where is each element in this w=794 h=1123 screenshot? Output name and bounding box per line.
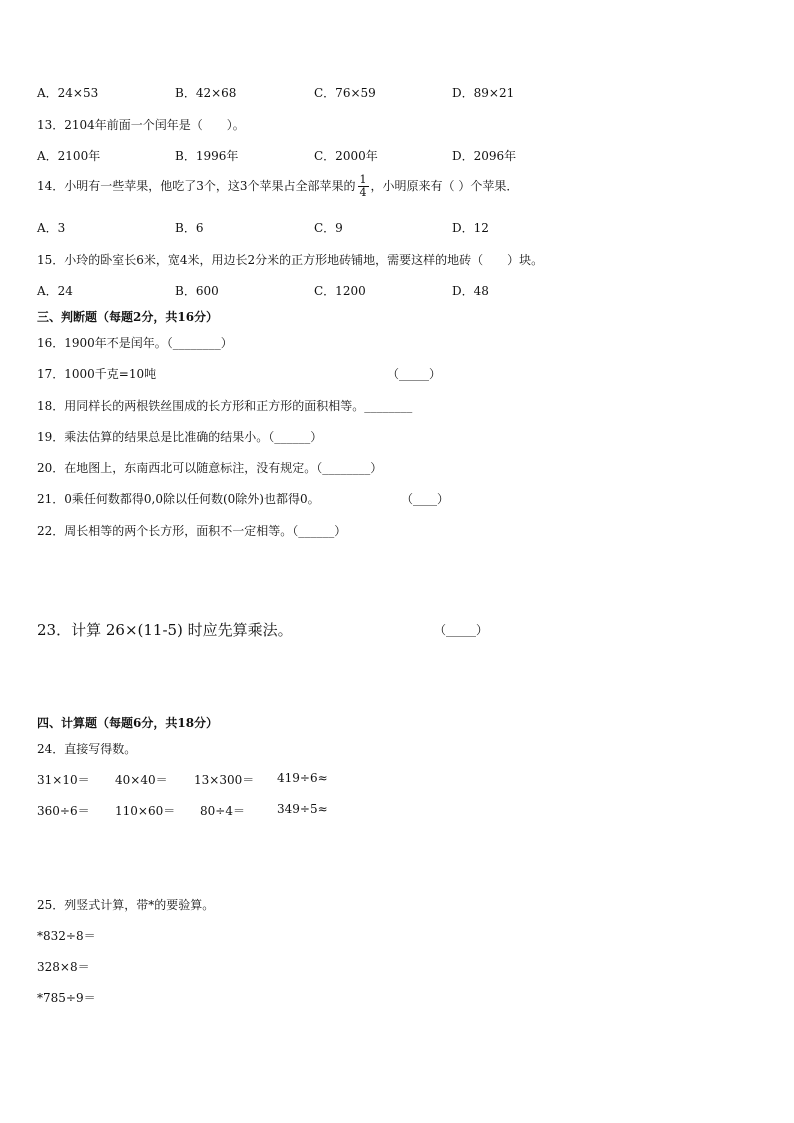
q13-option-b: B．1996年 bbox=[175, 149, 239, 163]
calc-item: 80÷4＝ bbox=[200, 804, 245, 818]
q14-text-after: ，小明原来有（ ）个苹果． bbox=[370, 179, 519, 193]
vertical-calc-item: *785÷9＝ bbox=[37, 991, 96, 1005]
question-21-blank: （____） bbox=[401, 492, 450, 506]
question-15: 15．小玲的卧室长6米，宽4米，用边长2分米的正方形地砖铺地，需要这样的地砖（ ）块。 bbox=[37, 253, 544, 267]
section-4-heading: 四、计算题（每题6分，共18分） bbox=[37, 716, 219, 730]
vertical-calc-item: 328×8＝ bbox=[37, 960, 90, 974]
section-3-heading: 三、判断题（每题2分，共16分） bbox=[37, 310, 219, 324]
question-25-title: 25．列竖式计算，带*的要验算。 bbox=[37, 898, 215, 912]
calc-item: 360÷6＝ bbox=[37, 804, 90, 818]
q12-option-d: D．89×21 bbox=[452, 86, 515, 100]
q14-fraction-numerator: 1 bbox=[359, 173, 367, 186]
question-23-blank: （_____） bbox=[434, 623, 489, 637]
q12-option-c: C．76×59 bbox=[314, 86, 376, 100]
question-23: 23．计算 26×(11-5) 时应先算乘法。 bbox=[37, 621, 293, 639]
q13-option-c: C．2000年 bbox=[314, 149, 378, 163]
calc-item: 419÷6≈ bbox=[277, 771, 328, 785]
question-21: 21．0乘任何数都得0,0除以任何数(0除外)也都得0。 bbox=[37, 492, 320, 506]
q13-option-d: D．2096年 bbox=[452, 149, 517, 163]
q14-option-c: C．9 bbox=[314, 221, 343, 235]
q12-option-a: A．24×53 bbox=[37, 86, 99, 100]
q12-option-b: B．42×68 bbox=[175, 86, 237, 100]
question-16: 16．1900年不是闰年。（________） bbox=[37, 336, 233, 350]
q15-option-d: D．48 bbox=[452, 284, 489, 298]
q15-option-c: C．1200 bbox=[314, 284, 366, 298]
q14-option-d: D．12 bbox=[452, 221, 489, 235]
q13-option-a: A．2100年 bbox=[37, 149, 101, 163]
q14-fraction-denominator: 4 bbox=[359, 186, 367, 199]
question-22: 22．周长相等的两个长方形，面积不一定相等。（______） bbox=[37, 524, 347, 538]
question-14 bbox=[37, 174, 518, 199]
calc-item: 13×300＝ bbox=[194, 773, 255, 787]
q14-option-b: B．6 bbox=[175, 221, 204, 235]
question-13: 13．2104年前面一个闰年是（ ）。 bbox=[37, 118, 245, 132]
calc-item: 31×10＝ bbox=[37, 773, 90, 787]
question-19: 19．乘法估算的结果总是比准确的结果小。（______） bbox=[37, 430, 323, 444]
vertical-calc-item: *832÷8＝ bbox=[37, 929, 96, 943]
question-18: 18．用同样长的两根铁丝围成的长方形和正方形的面积相等。________ bbox=[37, 399, 413, 413]
question-24-title: 24．直接写得数。 bbox=[37, 742, 137, 756]
q15-option-b: B．600 bbox=[175, 284, 219, 298]
q14-option-a: A．3 bbox=[37, 221, 66, 235]
calc-item: 110×60＝ bbox=[115, 804, 176, 818]
question-17: 17．1000千克=10吨 bbox=[37, 367, 157, 381]
q14-fraction bbox=[358, 174, 369, 199]
calc-item: 349÷5≈ bbox=[277, 802, 328, 816]
question-17-blank: （_____） bbox=[387, 367, 442, 381]
q14-text-before: 14．小明有一些苹果，他吃了3个，这3个苹果占全部苹果的 bbox=[37, 179, 356, 193]
question-20: 20．在地图上，东南西北可以随意标注，没有规定。（________） bbox=[37, 461, 383, 475]
q15-option-a: A．24 bbox=[37, 284, 73, 298]
calc-item: 40×40＝ bbox=[115, 773, 168, 787]
